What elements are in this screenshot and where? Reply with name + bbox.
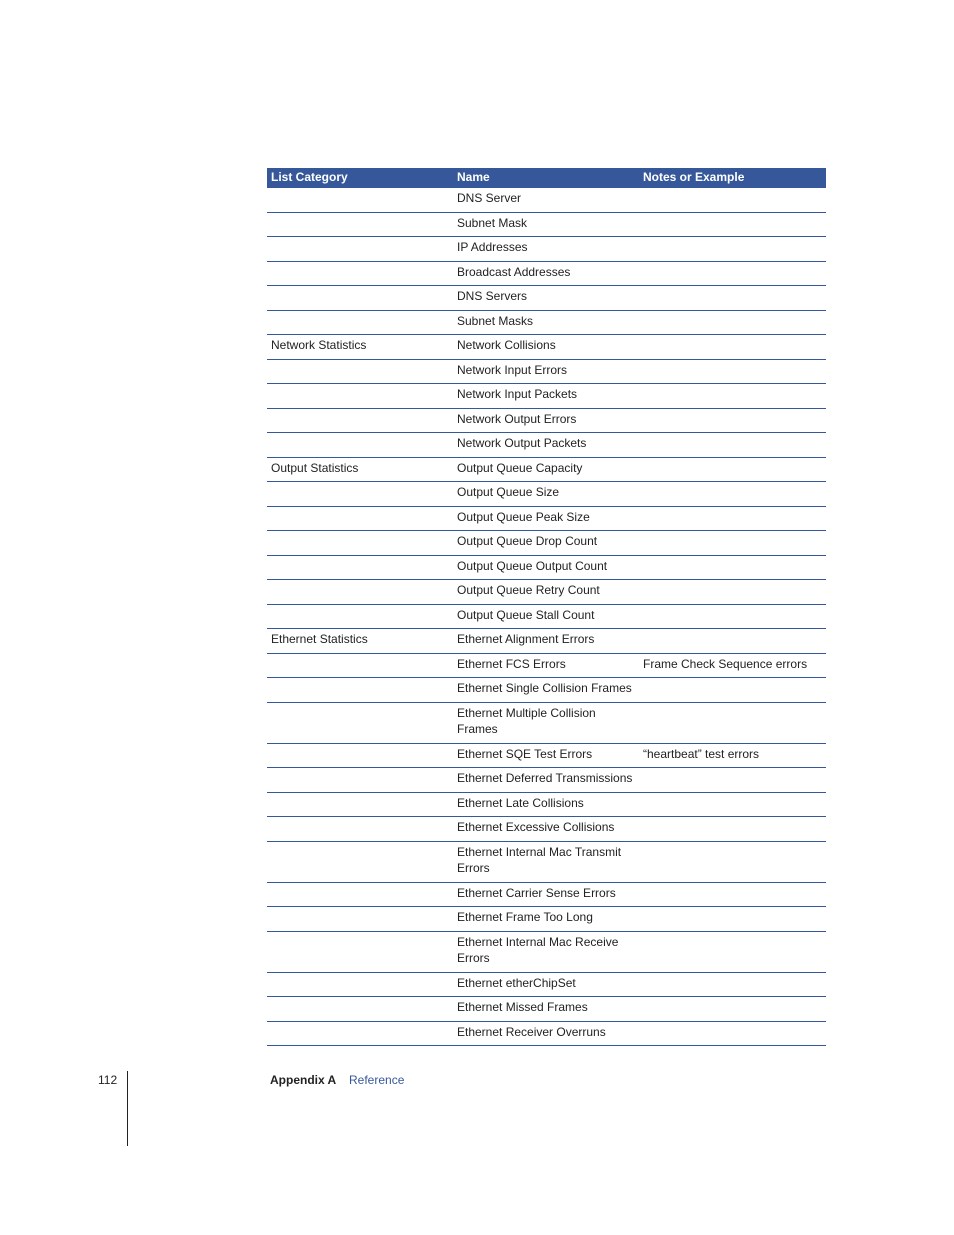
table-row — [267, 792, 826, 817]
cell-notes — [639, 702, 826, 743]
table-row — [267, 768, 826, 793]
cell-notes — [639, 768, 826, 793]
cell-notes — [639, 384, 826, 409]
cell-notes — [639, 841, 826, 882]
table-row — [267, 310, 826, 335]
table-row — [267, 604, 826, 629]
cell-name: Ethernet Deferred Transmissions — [453, 768, 639, 793]
table-row — [267, 237, 826, 262]
reference-table — [267, 168, 826, 1046]
table-row — [267, 359, 826, 384]
cell-name: Ethernet etherChipSet — [453, 972, 639, 997]
column-header-notes: Notes or Example — [639, 168, 826, 188]
cell-notes — [639, 580, 826, 605]
cell-name: Ethernet Carrier Sense Errors — [453, 882, 639, 907]
cell-name: Ethernet Multiple Collision Frames — [453, 702, 639, 743]
cell-name: Ethernet Internal Mac Transmit Errors — [453, 841, 639, 882]
cell-name: Ethernet Late Collisions — [453, 792, 639, 817]
cell-name: Ethernet Excessive Collisions — [453, 817, 639, 842]
cell-notes — [639, 261, 826, 286]
cell-name: Output Queue Size — [453, 482, 639, 507]
cell-name: Network Input Packets — [453, 384, 639, 409]
section-link[interactable]: Reference — [349, 1073, 405, 1087]
cell-list-category — [267, 743, 453, 768]
cell-list-category — [267, 702, 453, 743]
cell-notes — [639, 997, 826, 1022]
cell-notes — [639, 482, 826, 507]
cell-list-category — [267, 482, 453, 507]
cell-list-category — [267, 433, 453, 458]
table-row — [267, 817, 826, 842]
cell-notes — [639, 555, 826, 580]
cell-name: Output Queue Output Count — [453, 555, 639, 580]
table-row — [267, 531, 826, 556]
cell-list-category — [267, 997, 453, 1022]
cell-name: Output Queue Retry Count — [453, 580, 639, 605]
cell-name: Subnet Masks — [453, 310, 639, 335]
cell-notes — [639, 212, 826, 237]
cell-notes — [639, 237, 826, 262]
cell-name: Output Queue Capacity — [453, 457, 639, 482]
cell-name: DNS Servers — [453, 286, 639, 311]
cell-list-category — [267, 972, 453, 997]
cell-list-category: Network Statistics — [267, 335, 453, 360]
table-row — [267, 678, 826, 703]
cell-name: Network Input Errors — [453, 359, 639, 384]
table-row — [267, 555, 826, 580]
cell-name: IP Addresses — [453, 237, 639, 262]
table-row — [267, 506, 826, 531]
cell-list-category — [267, 237, 453, 262]
cell-notes: Frame Check Sequence errors — [639, 653, 826, 678]
cell-name: Output Queue Stall Count — [453, 604, 639, 629]
table-row — [267, 629, 826, 654]
cell-name: Ethernet Internal Mac Receive Errors — [453, 931, 639, 972]
cell-notes — [639, 335, 826, 360]
appendix-label: Appendix A — [270, 1073, 337, 1087]
cell-list-category — [267, 678, 453, 703]
cell-notes — [639, 286, 826, 311]
table-row — [267, 743, 826, 768]
cell-name: Network Output Packets — [453, 433, 639, 458]
table-row — [267, 286, 826, 311]
table-row — [267, 384, 826, 409]
cell-list-category — [267, 604, 453, 629]
cell-list-category — [267, 817, 453, 842]
cell-notes — [639, 931, 826, 972]
table-body — [267, 188, 826, 1046]
cell-name: Broadcast Addresses — [453, 261, 639, 286]
table-row — [267, 972, 826, 997]
table-row — [267, 702, 826, 743]
cell-list-category — [267, 1021, 453, 1046]
cell-name: Output Queue Peak Size — [453, 506, 639, 531]
cell-notes — [639, 188, 826, 212]
column-header-list-category: List Category — [267, 168, 453, 188]
cell-notes — [639, 457, 826, 482]
cell-name: Output Queue Drop Count — [453, 531, 639, 556]
table-row — [267, 653, 826, 678]
cell-notes — [639, 310, 826, 335]
cell-list-category — [267, 882, 453, 907]
cell-notes — [639, 629, 826, 654]
table-row — [267, 997, 826, 1022]
cell-list-category — [267, 531, 453, 556]
cell-notes — [639, 433, 826, 458]
table-header — [267, 168, 826, 188]
header-row — [267, 168, 826, 188]
cell-list-category — [267, 261, 453, 286]
cell-notes — [639, 604, 826, 629]
cell-list-category — [267, 580, 453, 605]
cell-notes: “heartbeat” test errors — [639, 743, 826, 768]
table-row — [267, 188, 826, 212]
cell-notes — [639, 506, 826, 531]
cell-list-category — [267, 841, 453, 882]
cell-list-category — [267, 384, 453, 409]
cell-list-category — [267, 653, 453, 678]
cell-list-category — [267, 506, 453, 531]
cell-notes — [639, 817, 826, 842]
cell-notes — [639, 359, 826, 384]
footer-divider — [127, 1071, 128, 1146]
table-row — [267, 261, 826, 286]
table-row — [267, 482, 826, 507]
cell-notes — [639, 882, 826, 907]
page-number: 112 — [98, 1073, 118, 1087]
cell-notes — [639, 907, 826, 932]
cell-list-category — [267, 907, 453, 932]
cell-name: Ethernet Receiver Overruns — [453, 1021, 639, 1046]
cell-notes — [639, 408, 826, 433]
cell-list-category: Output Statistics — [267, 457, 453, 482]
cell-list-category — [267, 188, 453, 212]
cell-list-category: Ethernet Statistics — [267, 629, 453, 654]
table-row — [267, 408, 826, 433]
cell-list-category — [267, 768, 453, 793]
cell-list-category — [267, 792, 453, 817]
cell-notes — [639, 531, 826, 556]
cell-list-category — [267, 286, 453, 311]
cell-name: Ethernet SQE Test Errors — [453, 743, 639, 768]
cell-list-category — [267, 212, 453, 237]
table-row — [267, 931, 826, 972]
table-row — [267, 907, 826, 932]
cell-name: Subnet Mask — [453, 212, 639, 237]
cell-name: Ethernet Alignment Errors — [453, 629, 639, 654]
cell-notes — [639, 678, 826, 703]
table-row — [267, 212, 826, 237]
cell-list-category — [267, 555, 453, 580]
cell-name: Network Output Errors — [453, 408, 639, 433]
cell-name: DNS Server — [453, 188, 639, 212]
cell-notes — [639, 792, 826, 817]
cell-name: Ethernet Single Collision Frames — [453, 678, 639, 703]
cell-list-category — [267, 359, 453, 384]
cell-name: Ethernet Frame Too Long — [453, 907, 639, 932]
cell-list-category — [267, 408, 453, 433]
cell-list-category — [267, 310, 453, 335]
table-row — [267, 433, 826, 458]
table-row — [267, 335, 826, 360]
cell-name: Ethernet FCS Errors — [453, 653, 639, 678]
cell-notes — [639, 1021, 826, 1046]
column-header-name: Name — [453, 168, 639, 188]
table-row — [267, 1021, 826, 1046]
cell-name: Network Collisions — [453, 335, 639, 360]
cell-list-category — [267, 931, 453, 972]
table-row — [267, 841, 826, 882]
cell-name: Ethernet Missed Frames — [453, 997, 639, 1022]
table-row — [267, 882, 826, 907]
table-row — [267, 457, 826, 482]
cell-notes — [639, 972, 826, 997]
table-row — [267, 580, 826, 605]
